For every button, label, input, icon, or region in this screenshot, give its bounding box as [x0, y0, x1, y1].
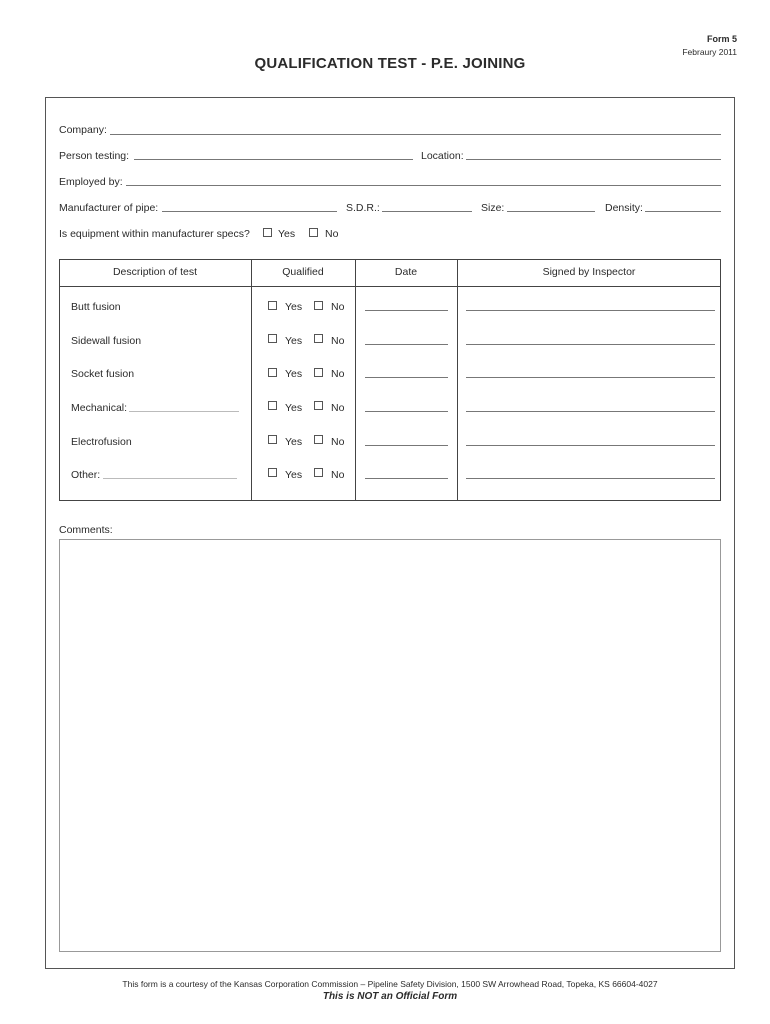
no-label: No	[331, 301, 345, 313]
equipment-yes-label: Yes	[278, 228, 296, 240]
yes-label: Yes	[285, 335, 303, 347]
no-label: No	[331, 402, 345, 414]
person-testing-field[interactable]	[134, 159, 413, 160]
sdr-field[interactable]	[382, 211, 472, 212]
employed-by-field[interactable]	[126, 185, 721, 186]
size-label: Size:	[481, 202, 505, 214]
equipment-no-label: No	[325, 228, 339, 240]
other-yes-checkbox[interactable]	[268, 468, 277, 477]
yes-label: Yes	[285, 301, 303, 313]
test-label-butt-fusion: Butt fusion	[71, 301, 121, 313]
test-label-sidewall-fusion: Sidewall fusion	[71, 335, 142, 347]
butt-fusion-no-checkbox[interactable]	[314, 301, 323, 310]
footer-disclaimer: This is NOT an Official Form	[322, 991, 458, 1002]
person-testing-label: Person testing:	[59, 150, 130, 162]
socket-fusion-no-checkbox[interactable]	[314, 368, 323, 377]
no-label: No	[331, 469, 345, 481]
other-no-checkbox[interactable]	[314, 468, 323, 477]
sidewall-fusion-yes-checkbox[interactable]	[268, 334, 277, 343]
no-label: No	[331, 436, 345, 448]
mechanical-date-field[interactable]	[365, 411, 448, 412]
equipment-yes-checkbox[interactable]	[263, 228, 272, 237]
location-field[interactable]	[466, 159, 721, 160]
sidewall-fusion-inspector-field[interactable]	[466, 344, 715, 345]
electrofusion-date-field[interactable]	[365, 445, 448, 446]
manufacturer-field[interactable]	[162, 211, 337, 212]
no-label: No	[331, 368, 345, 380]
size-field[interactable]	[507, 211, 595, 212]
other-date-field[interactable]	[365, 478, 448, 479]
form-number: Form 5	[706, 34, 737, 44]
butt-fusion-inspector-field[interactable]	[466, 310, 715, 311]
employed-by-label: Employed by:	[59, 176, 123, 188]
butt-fusion-date-field[interactable]	[365, 310, 448, 311]
test-label-socket-fusion: Socket fusion	[71, 368, 135, 380]
table-divider	[457, 259, 458, 501]
no-label: No	[331, 335, 345, 347]
electrofusion-inspector-field[interactable]	[466, 445, 715, 446]
equipment-question-label: Is equipment within manufacturer specs?	[59, 228, 250, 240]
column-header-description: Description of test	[112, 266, 198, 278]
mechanical-type-field[interactable]	[129, 411, 239, 412]
other-inspector-field[interactable]	[466, 478, 715, 479]
comments-label: Comments:	[59, 524, 113, 536]
table-divider	[355, 259, 356, 501]
yes-label: Yes	[285, 402, 303, 414]
column-header-qualified: Qualified	[282, 266, 324, 278]
other-type-field[interactable]	[103, 478, 237, 479]
mechanical-yes-checkbox[interactable]	[268, 401, 277, 410]
socket-fusion-yes-checkbox[interactable]	[268, 368, 277, 377]
equipment-no-checkbox[interactable]	[309, 228, 318, 237]
sdr-label: S.D.R.:	[346, 202, 380, 214]
butt-fusion-yes-checkbox[interactable]	[268, 301, 277, 310]
sidewall-fusion-no-checkbox[interactable]	[314, 334, 323, 343]
density-field[interactable]	[645, 211, 721, 212]
test-label-mechanical: Mechanical:	[71, 402, 128, 414]
test-label-electrofusion: Electrofusion	[71, 436, 132, 448]
company-field[interactable]	[110, 134, 721, 135]
socket-fusion-date-field[interactable]	[365, 377, 448, 378]
electrofusion-yes-checkbox[interactable]	[268, 435, 277, 444]
socket-fusion-inspector-field[interactable]	[466, 377, 715, 378]
sidewall-fusion-date-field[interactable]	[365, 344, 448, 345]
yes-label: Yes	[285, 436, 303, 448]
manufacturer-label: Manufacturer of pipe:	[59, 202, 159, 214]
test-table	[59, 259, 721, 501]
test-label-other: Other:	[71, 469, 101, 481]
table-divider	[251, 259, 252, 501]
density-label: Density:	[605, 202, 643, 214]
table-header-rule	[59, 286, 721, 287]
company-label: Company:	[59, 124, 107, 136]
form-date: Febraury 2011	[682, 47, 737, 57]
mechanical-inspector-field[interactable]	[466, 411, 715, 412]
yes-label: Yes	[285, 368, 303, 380]
mechanical-no-checkbox[interactable]	[314, 401, 323, 410]
column-header-date: Date	[394, 266, 418, 278]
page-title: QUALIFICATION TEST - P.E. JOINING	[254, 55, 526, 72]
electrofusion-no-checkbox[interactable]	[314, 435, 323, 444]
column-header-inspector: Signed by Inspector	[542, 266, 636, 278]
location-label: Location:	[421, 150, 464, 162]
comments-textarea[interactable]	[59, 539, 721, 952]
yes-label: Yes	[285, 469, 303, 481]
footer-note: This form is a courtesy of the Kansas Corporation Commission – Pipeline Safety Division, 1500 SW Arrowhead Road, Topeka, KS 66604-4027	[122, 979, 658, 989]
